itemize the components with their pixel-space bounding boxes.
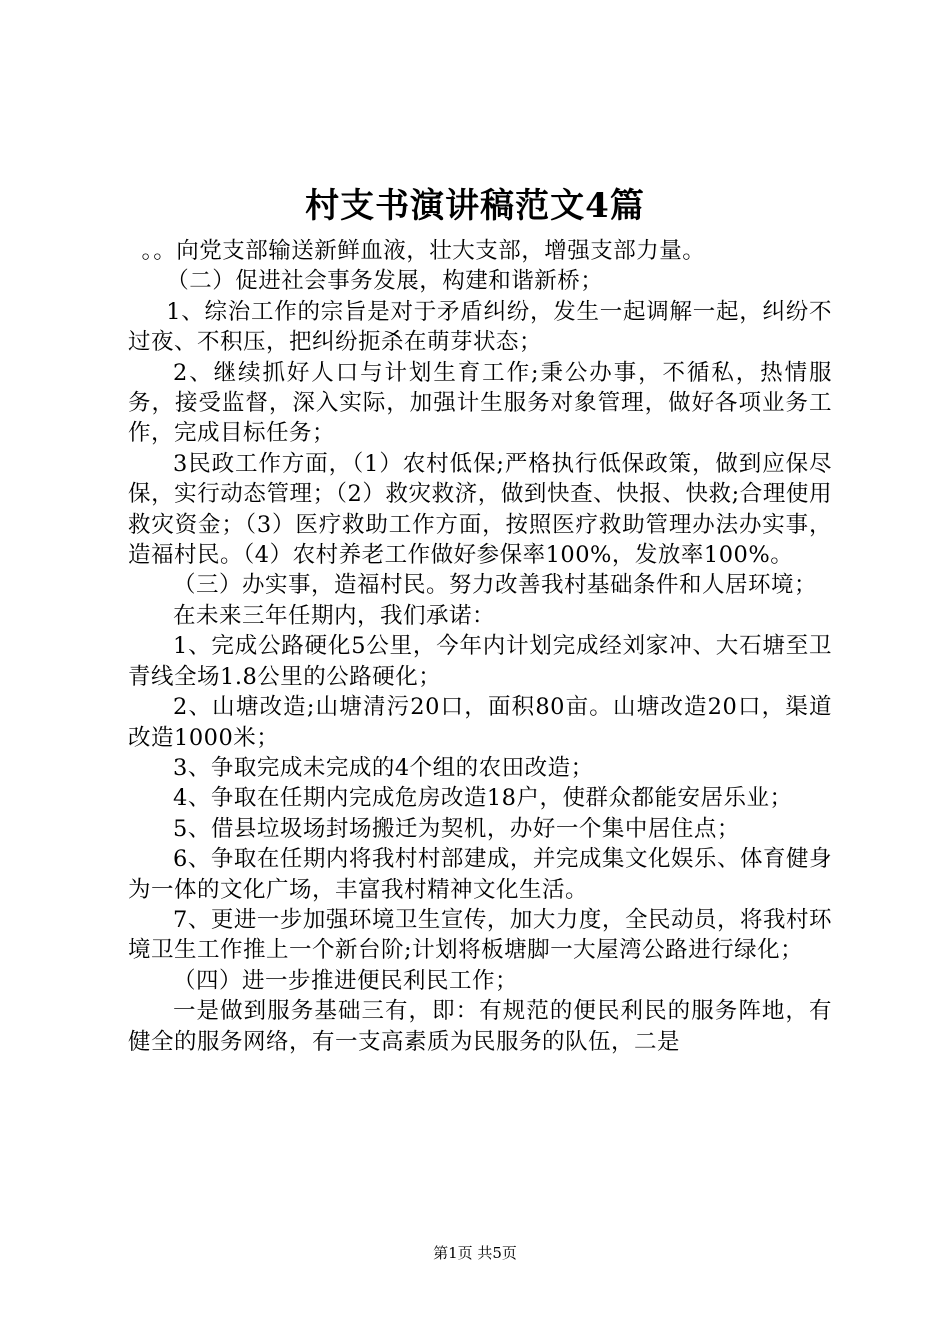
paragraph-4: 2、继续抓好人口与计划生育工作;秉公办事，不循私，热情服务，接受监督，深入实际，加强计生服务对象管理，做好各项业务工作，完成目标任务； <box>128 359 832 447</box>
paragraph-1: 。。向党支部输送新鲜血液，壮大支部，增强支部力量。 <box>141 238 706 264</box>
paragraph-10: 3、争取完成未完成的4个组的农田改造； <box>173 754 594 781</box>
paragraph-3: 1、综治工作的宗旨是对于矛盾纠纷，发生一起调解一起，纠纷不过夜、不积压，把纠纷扼杀在萌芽状态； <box>128 298 832 356</box>
paragraph-12: 5、借县垃圾场封场搬迁为契机，办好一个集中居住点； <box>173 815 740 842</box>
document-title: 村支书演讲稿范文4篇 <box>305 186 645 226</box>
paragraph-13: 6、争取在任期内将我村村部建成，并完成集文化娱乐、体育健身为一体的文化广场，丰富我村精神文化生活。 <box>128 846 832 903</box>
paragraph-2: （二）促进社会事务发展，构建和谐新桥； <box>166 268 604 295</box>
paragraph-9: 2、山塘改造;山塘清污20口，面积80亩。山塘改造20口，渠道改造1000米； <box>128 694 832 751</box>
paragraph-16: 一是做到服务基础三有，即：有规范的便民利民的服务阵地，有健全的服务网络，有一支高素质为民服务的队伍，二是 <box>128 998 832 1055</box>
paragraph-7: 在未来三年任期内，我们承诺： <box>173 602 496 629</box>
paragraph-8: 1、完成公路硬化5公里，今年内计划完成经刘家冲、大石塘至卫青线全场1.8公里的公路硬化； <box>128 633 832 690</box>
page-footer: 第1页 共5页 <box>433 1244 517 1262</box>
paragraph-15: （四）进一步推进便民利民工作； <box>173 967 519 994</box>
paragraph-6: （三）办实事，造福村民。努力改善我村基础条件和人居环境； <box>173 572 818 599</box>
document-body <box>128 236 832 1057</box>
paragraph-5: 3民政工作方面，（1）农村低保;严格执行低保政策，做到应保尽保，实行动态管理；（2）救灾救济，做到快查、快报、快救;合理使用救灾资金；（3）医疗救助工作方面，按照医疗救助管理办法办实事，造福村民。（4）农村养老工作做好参保率100%，发放率100%。 <box>128 450 832 569</box>
paragraph-14: 7、更进一步加强环境卫生宣传，加大力度，全民动员，将我村环境卫生工作推上一个新台阶;计划将板塘脚一大屋湾公路进行绿化； <box>128 906 832 964</box>
paragraph-11: 4、争取在任期内完成危房改造18户，使群众都能安居乐业； <box>173 785 793 812</box>
